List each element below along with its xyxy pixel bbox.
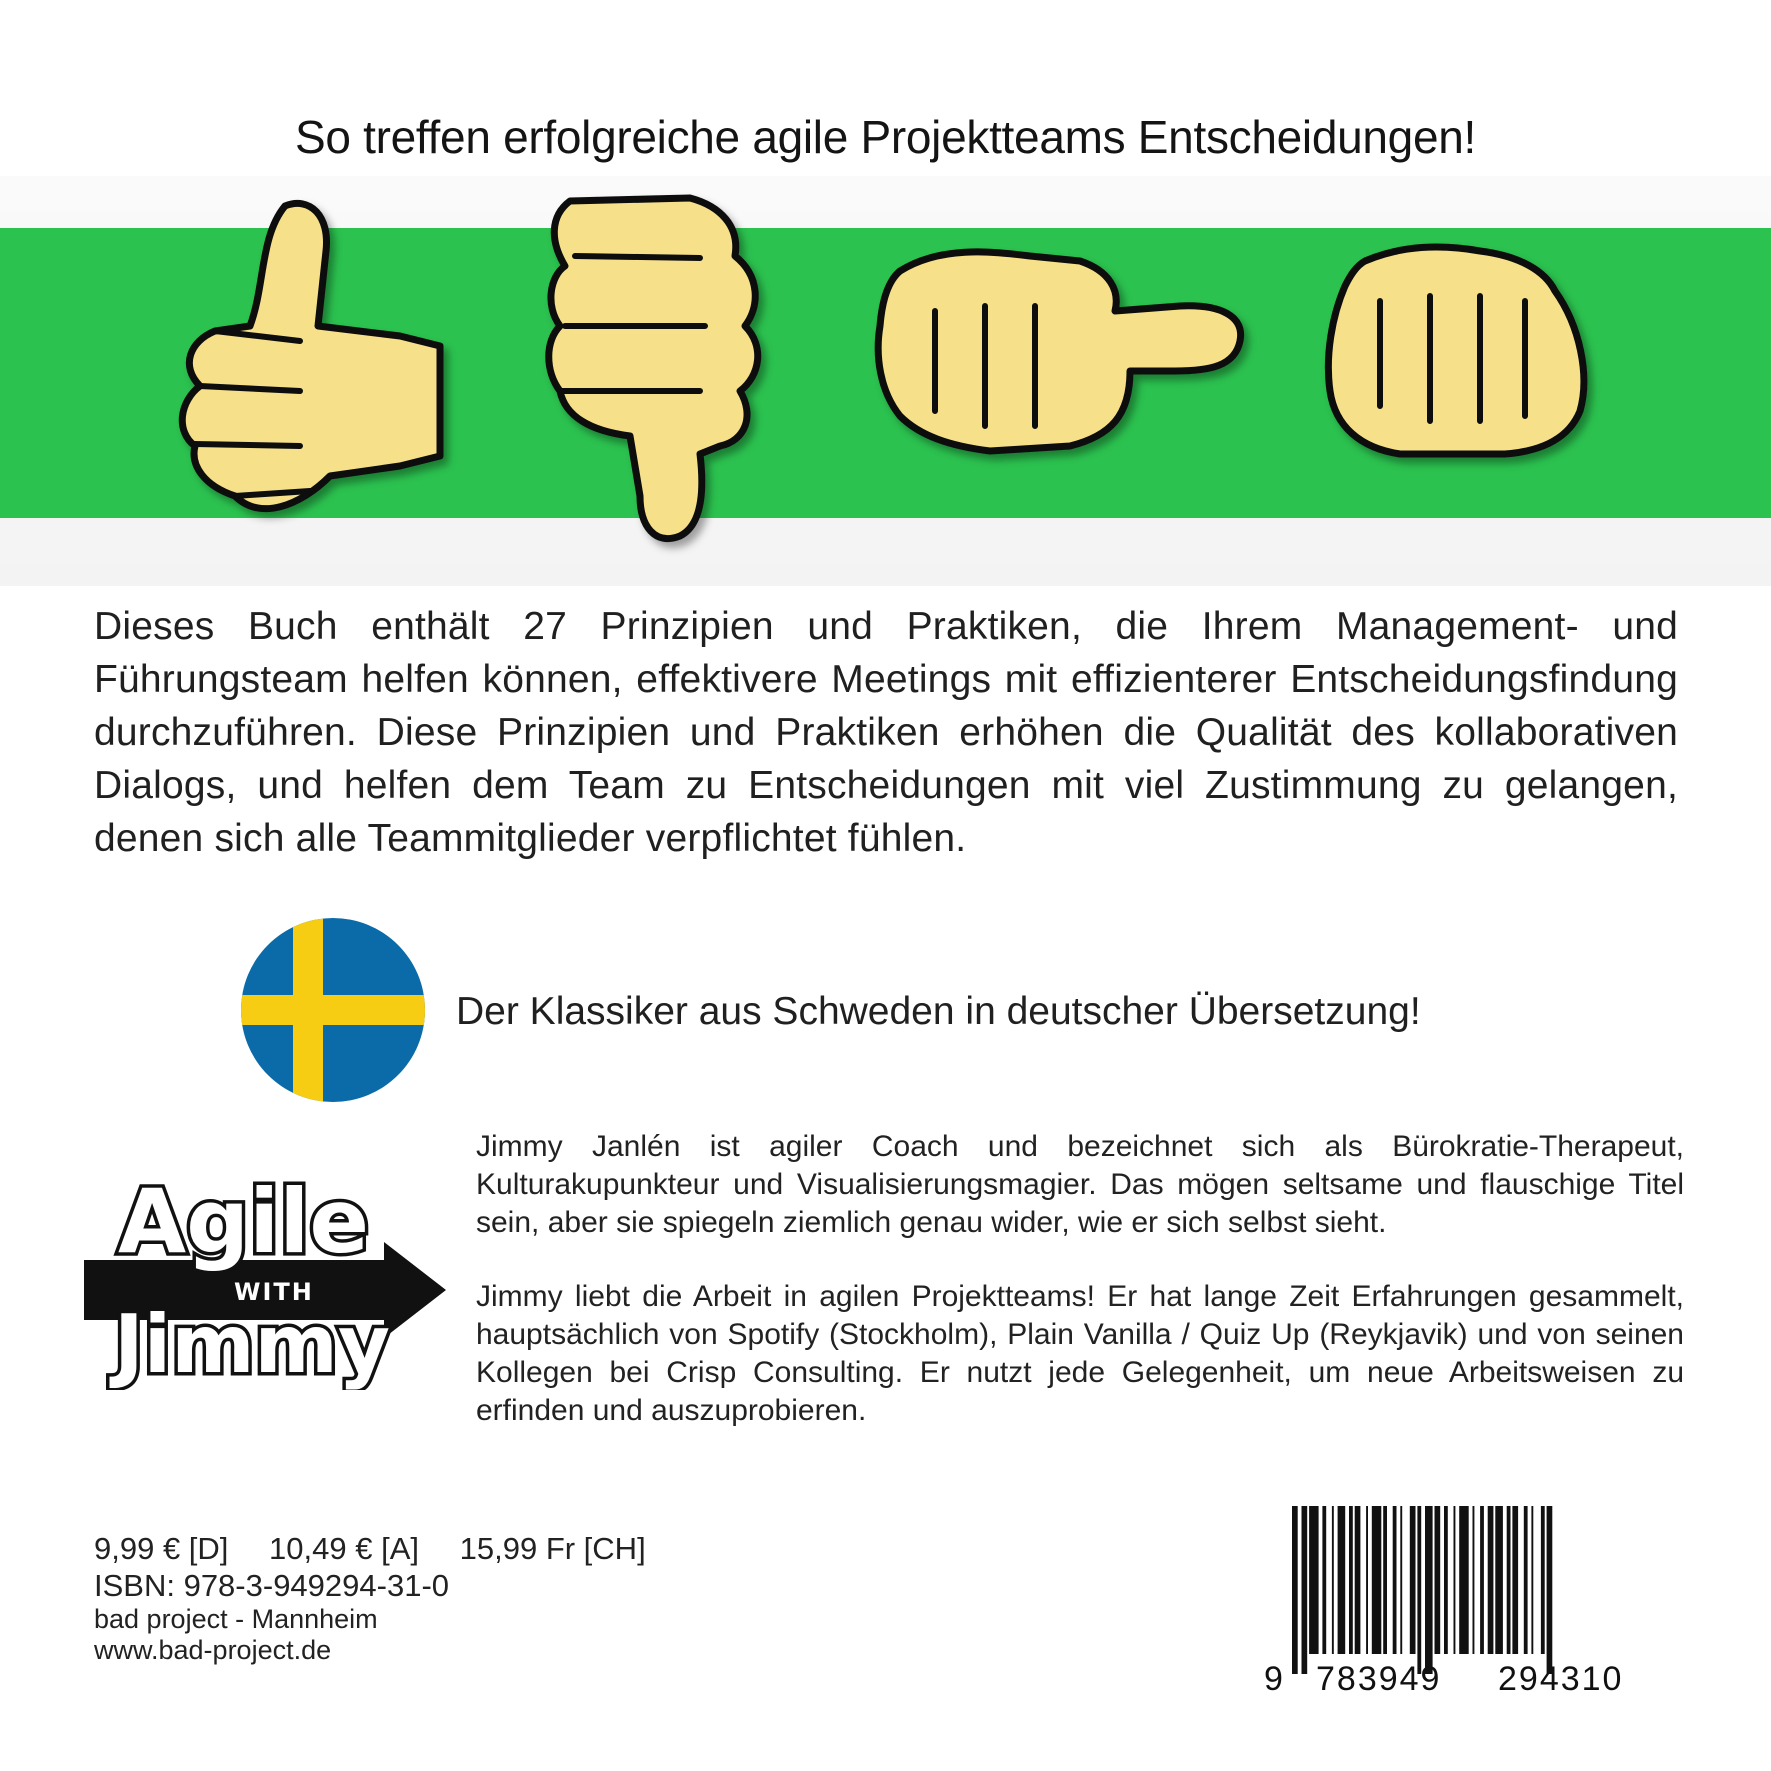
barcode-bar — [1338, 1506, 1346, 1654]
barcode-bar — [1332, 1506, 1334, 1654]
agile-with-jimmy-logo — [84, 1160, 452, 1390]
barcode-bar — [1547, 1506, 1553, 1674]
barcode-bar — [1309, 1506, 1319, 1654]
tagline: Der Klassiker aus Schweden in deutscher Übersetzung! — [456, 990, 1421, 1033]
barcode-bar — [1459, 1506, 1469, 1654]
barcode-bar — [1435, 1506, 1441, 1654]
price-line — [94, 1530, 678, 1568]
price-switzerland: 15,99 Fr [CH] — [459, 1531, 646, 1566]
headline: So treffen erfolgreiche agile Projektteams Entscheidungen! — [294, 111, 1477, 163]
barcode-bar — [1400, 1506, 1402, 1654]
barcode-digit-lead: 9 — [1264, 1660, 1283, 1696]
barcode-bar — [1322, 1506, 1326, 1654]
barcode-bar — [1355, 1506, 1361, 1654]
barcode-bar — [1507, 1506, 1511, 1654]
barcode-bar — [1480, 1506, 1484, 1654]
barcode-bar — [1541, 1506, 1545, 1654]
barcode-bar — [1488, 1506, 1494, 1654]
publisher: bad project - Mannheim — [94, 1604, 378, 1634]
thumb-sideways-icon — [878, 252, 1240, 451]
logo-word-agile: Agile — [118, 1170, 370, 1273]
barcode-bar — [1495, 1506, 1503, 1654]
price-austria: 10,49 € [A] — [269, 1531, 419, 1566]
intro-text: Dieses Buch enthält 27 Prinzipien und Praktiken, die Ihrem Management- und Führungsteam helfen können, effektivere Meetings mit effizienterer Entscheidungsfindung durchzuführen. Diese Prinzipien und Praktiken erhöhen die Qualität des kollaborativen Dialogs, und helfen dem Team zu Entscheidungen mit viel Zustimmung zu gelangen, denen sich alle Teammitglieder verpflichtet fühlen. — [94, 605, 1678, 860]
barcode-bar — [1372, 1506, 1382, 1654]
swedish-flag-icon — [241, 918, 425, 1102]
barcode-digits-left: 783949 — [1316, 1660, 1442, 1696]
author-bio — [476, 1128, 1684, 1466]
thumbs-down-icon — [549, 198, 758, 539]
barcode-bar — [1349, 1506, 1353, 1654]
barcode-digits-right: 294310 — [1498, 1660, 1624, 1696]
barcode-bar — [1454, 1506, 1456, 1654]
fist-icon — [1328, 247, 1583, 454]
barcode-bar — [1302, 1506, 1308, 1674]
isbn: ISBN: 978-3-949294-31-0 — [94, 1568, 450, 1603]
price-germany: 9,99 € [D] — [94, 1531, 229, 1566]
barcode-bar — [1425, 1506, 1433, 1674]
bio-paragraph-2: Jimmy liebt die Arbeit in agilen Projektteams! Er hat lange Zeit Erfahrungen gesammelt, hauptsächlich von Spotify (Stockholm), Plain Vanilla / Quiz Up (Reykjavik) und von seinen Kollegen bei Crisp Consulting. Er nutzt jede Gelegenheit, um neue Arbeitsweisen zu erfinden und auszuprobieren. — [476, 1280, 1684, 1427]
barcode-bar — [1473, 1506, 1475, 1654]
bio-paragraph-1: Jimmy Janlén ist agiler Coach und bezeichnet sich als Bürokratie-Therapeut, Kulturakupunkteur und Visualisierungsmagier. Das mögen seltsame und flauschige Titel sein, aber sie spiegeln ziemlich genau wider, wie er sich selbst sieht. — [476, 1130, 1684, 1239]
barcode-bar — [1531, 1506, 1533, 1654]
hand-signals-illustration — [0, 176, 1771, 586]
isbn-barcode — [1258, 1506, 1678, 1696]
thumbs-up-icon — [182, 203, 440, 508]
website: www.bad-project.de — [94, 1635, 332, 1665]
publication-info — [94, 1530, 678, 1666]
barcode-bar — [1366, 1506, 1368, 1654]
logo-word-jimmy: Jimmy — [114, 1298, 391, 1390]
barcode-bar — [1524, 1506, 1528, 1654]
barcode-bar — [1393, 1506, 1397, 1654]
barcode-bar — [1410, 1506, 1416, 1654]
barcode-bar — [1444, 1506, 1448, 1654]
barcode-bar — [1383, 1506, 1387, 1654]
logo-word-with: WITH — [234, 1278, 314, 1306]
barcode-bar — [1512, 1506, 1518, 1654]
barcode-bar — [1417, 1506, 1421, 1674]
barcode-bar — [1292, 1506, 1298, 1674]
